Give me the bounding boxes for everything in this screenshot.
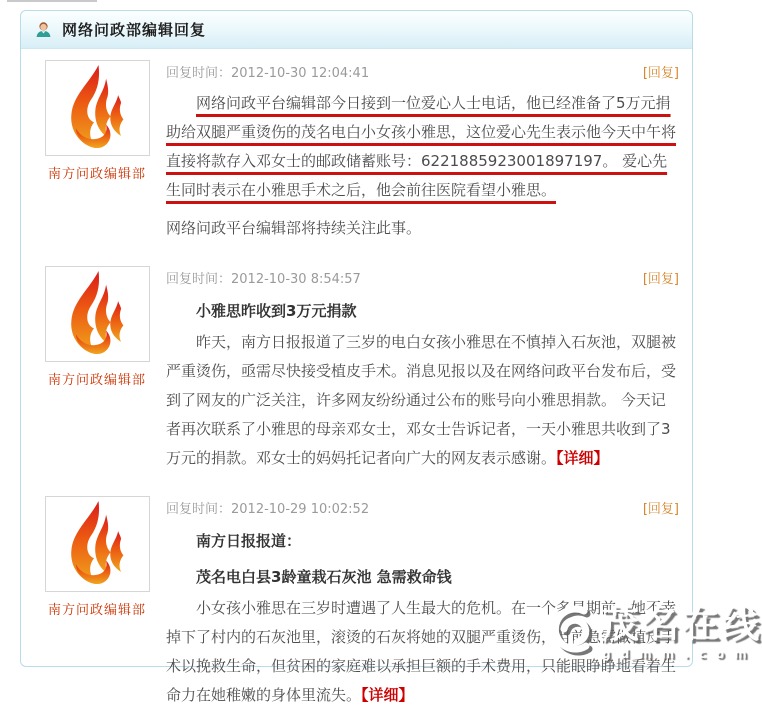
reply-post bbox=[41, 266, 680, 482]
page-edge-artifact bbox=[7, 0, 97, 2]
reply-button[interactable]: [回复] bbox=[642, 502, 679, 517]
reply-meta-row bbox=[166, 62, 679, 81]
reply-timestamp: 回复时间：2012-10-30 8:54:57 bbox=[166, 272, 361, 287]
news-byline: 南方日报报道： bbox=[196, 532, 302, 550]
reply-timestamp: 回复时间：2012-10-29 10:02:52 bbox=[166, 502, 370, 517]
reply-panel bbox=[20, 10, 693, 704]
detail-link[interactable]: 【详细】 bbox=[361, 686, 414, 704]
author-column bbox=[41, 60, 153, 252]
detail-link[interactable]: 【详细】 bbox=[556, 449, 609, 467]
reply-meta-row bbox=[166, 498, 679, 517]
flame-logo-icon bbox=[45, 60, 150, 156]
watermark-text bbox=[602, 602, 762, 661]
author-name: 南方问政编辑部 bbox=[47, 373, 146, 388]
reply-content bbox=[166, 266, 680, 482]
reply-text-highlighted: 网络问政平台编辑部今日接到一位爱心人士电话，他已经准备了5万元捐助给双腿严重烫伤的茂名电白小女孩小雅思，这位爱心先生表示他今天中午将直接将款存入邓女士的邮政储蓄账号：6221885923001897197。 爱心先生同时表示在小雅思手术之后，他会前往医院看望小雅思。 bbox=[166, 94, 677, 199]
reply-button[interactable]: [回复] bbox=[642, 66, 679, 81]
reply-text-followup: 网络问政平台编辑部将持续关注此事。 bbox=[166, 219, 422, 237]
author-name: 南方问政编辑部 bbox=[47, 167, 146, 182]
watermark-site-name: 茂名在线 bbox=[602, 602, 762, 646]
reply-meta-row bbox=[166, 268, 679, 287]
author-column bbox=[41, 266, 153, 482]
watermark-swirl-icon bbox=[544, 602, 596, 664]
news-body: 小女孩小雅思在三岁时遭遇了人生最大的危机。在一个多星期前，她不幸掉下了村内的石灰池里，滚烫的石灰将她的双腿严重烫伤，目前急需做植皮手术以挽救生命，但贫困的家庭难以承担巨额的手术费用，只能眼睁睁地看着生命力在她稚嫩的身体里流失。【详细】 bbox=[166, 599, 677, 704]
author-name: 南方问政编辑部 bbox=[47, 603, 146, 618]
news-body: 昨天，南方日报报道了三岁的电白女孩小雅思在不慎掉入石灰池，双腿被严重烫伤，亟需尽快接受植皮手术。消息见报以及在网络问政平台发布后，受到了网友的广泛关注，许多网友纷纷通过公布的账号向小雅思捐款。 今天记者再次联系了小雅思的母亲邓女士，邓女士告诉记者，一天小雅思共收到了3万元的捐款。邓女士的妈妈托记者向广大的网友表示感谢。【详细】 bbox=[166, 333, 677, 467]
reply-post bbox=[41, 60, 680, 252]
flame-logo-icon bbox=[45, 266, 150, 362]
person-icon bbox=[34, 20, 53, 39]
watermark-domain: gdmm.com bbox=[602, 647, 757, 661]
reply-timestamp: 回复时间：2012-10-30 12:04:41 bbox=[166, 66, 370, 81]
news-title: 小雅思昨收到3万元捐款 bbox=[196, 302, 357, 320]
reply-content bbox=[166, 60, 680, 252]
flame-logo-icon bbox=[45, 496, 150, 592]
site-watermark bbox=[544, 602, 762, 664]
panel-header bbox=[21, 11, 692, 49]
author-column bbox=[41, 496, 153, 719]
reply-button[interactable]: [回复] bbox=[642, 272, 679, 287]
page-title: 网络问政部编辑回复 bbox=[62, 21, 207, 39]
news-title: 茂名电白县3龄童栽石灰池 急需救命钱 bbox=[196, 568, 452, 586]
